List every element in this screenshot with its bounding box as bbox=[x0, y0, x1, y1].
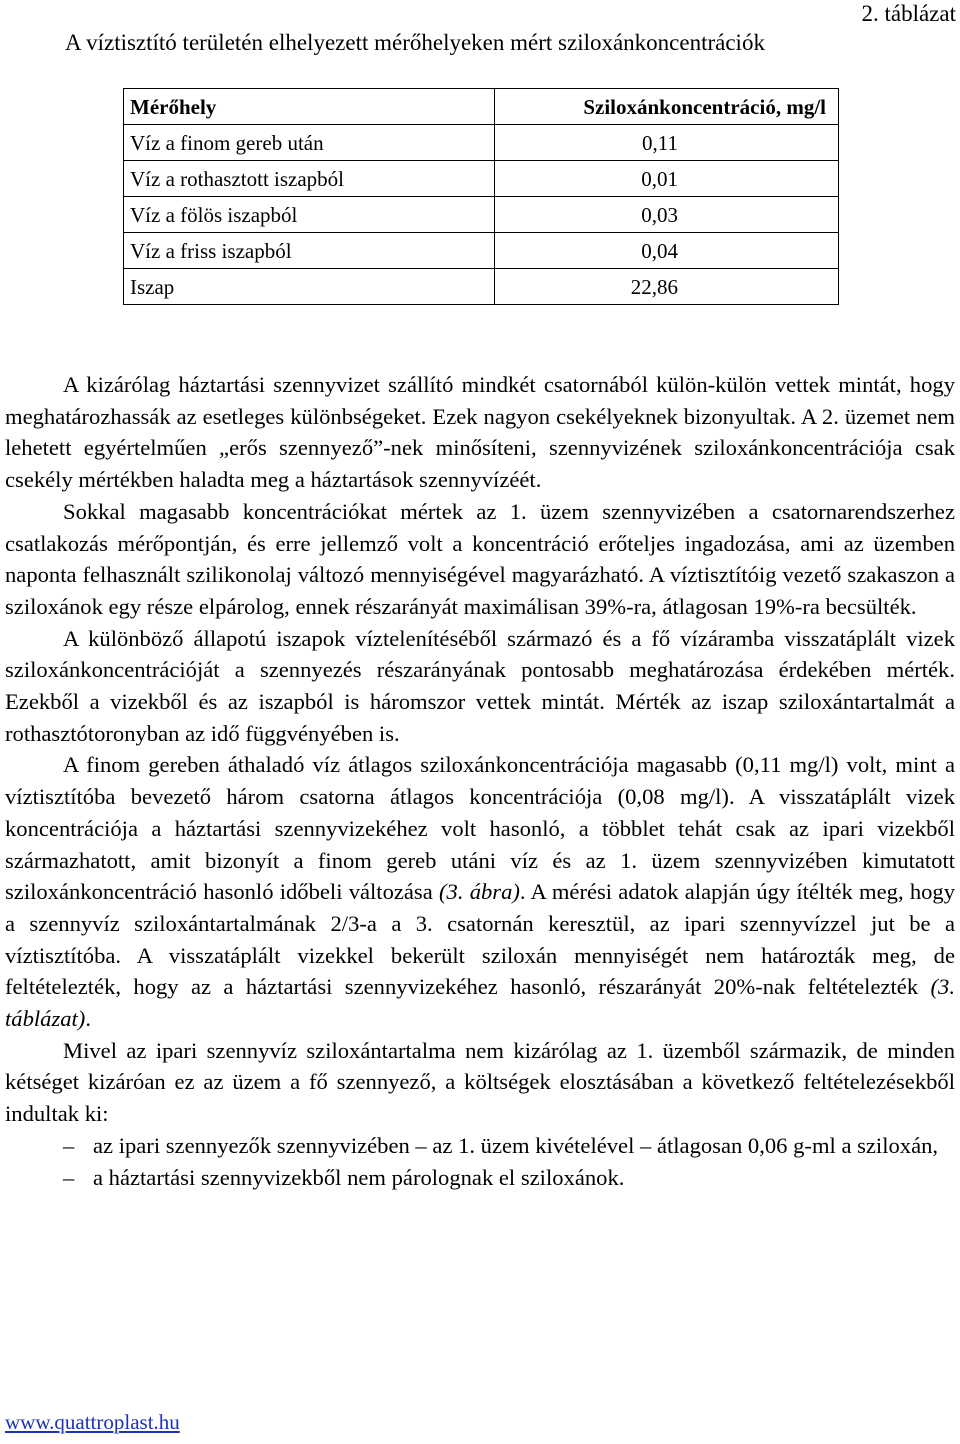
column-header-concentration: Sziloxánkoncentráció, mg/l bbox=[495, 89, 839, 125]
column-header-location: Mérőhely bbox=[124, 89, 495, 125]
table-cell-location: Víz a friss iszapból bbox=[124, 233, 495, 269]
assumption-list bbox=[5, 1130, 955, 1193]
paragraph-5: Mivel az ipari szennyvíz sziloxántartalma nem kizárólag az 1. üzemből származik, de minden kétséget kizáróan ez az üzem a fő szennyező, a költségek elosztásában a következő feltételezésekből indultak ki: bbox=[5, 1037, 955, 1127]
table-cell-location: Víz a finom gereb után bbox=[124, 125, 495, 161]
siloxane-table bbox=[123, 88, 839, 305]
list-item-text: az ipari szennyezők szennyvizében – az 1. üzem kivételével – átlagosan 0,06 g-ml a sziloxán, bbox=[93, 1132, 939, 1158]
paragraph-4-part-c: . bbox=[85, 1006, 91, 1032]
table-row bbox=[124, 233, 839, 269]
table-cell-value: 0,04 bbox=[495, 233, 839, 269]
table-cell-value: 22,86 bbox=[495, 269, 839, 305]
list-item bbox=[5, 1162, 955, 1194]
table-caption: A víztisztító területén elhelyezett mérőhelyeken mért sziloxánkoncentrációk bbox=[65, 30, 765, 55]
list-item-text: a háztartási szennyvizekből nem párolognak el sziloxánok. bbox=[93, 1164, 625, 1190]
table-cell-location: Víz a rothasztott iszapból bbox=[124, 161, 495, 197]
dash-bullet: – bbox=[63, 1164, 75, 1190]
body-text bbox=[5, 369, 955, 1193]
table-cell-value: 0,11 bbox=[495, 125, 839, 161]
paragraph-4-part-b: . A mérési adatok alapján úgy ítélték meg, hogy a szennyvíz sziloxántartalmának 2/3-a a 3. csatornán keresztül, az ipari szennyvízzel jut be a víztisztítóba. A visszatáplált vizekkel bekerült sziloxán mennyiségét nem határozták meg, de feltételezték, hogy az a háztartási szennyvizekéhez hasonló, részarányát 20%-nak feltételezték bbox=[5, 879, 956, 1000]
list-item bbox=[5, 1130, 955, 1162]
paragraph-4 bbox=[5, 749, 955, 1034]
table-header-row bbox=[124, 89, 839, 125]
table-row bbox=[124, 125, 839, 161]
figure-reference: (3. ábra) bbox=[439, 879, 520, 905]
table-reference: (3. táblázat) bbox=[5, 974, 955, 1032]
table-cell-location: Víz a fölös iszapból bbox=[124, 197, 495, 233]
table-row bbox=[124, 269, 839, 305]
table-cell-value: 0,01 bbox=[495, 161, 839, 197]
dash-bullet: – bbox=[63, 1132, 75, 1158]
table-number-label: 2. táblázat bbox=[861, 1, 956, 26]
website-link[interactable]: www.quattroplast.hu bbox=[5, 1410, 180, 1434]
paragraph-3: A különböző állapotú iszapok víztelenítéséből származó és a fő vízáramba visszatáplált vizek sziloxánkoncentrációját a szennyezés részarányának pontosabb meghatározása érdekében mérték. Ezekből a vizekből és az iszapból is háromszor vettek mintát. Mérték az iszap sziloxántartalmát a rothasztótoronyban az idő függvényében is. bbox=[5, 625, 955, 746]
table-row bbox=[124, 161, 839, 197]
table-cell-location: Iszap bbox=[124, 269, 495, 305]
table-cell-value: 0,03 bbox=[495, 197, 839, 233]
paragraph-1: A kizárólag háztartási szennyvizet szállító mindkét csatornából külön-külön vettek mintát, hogy meghatározhassák az esetleges különbségeket. Ezek nagyon csekélyeknek bizonyultak. A 2. üzemet nem lehetett egyértelműen „erős szennyező”-nek minősíteni, szennyvizének sziloxánkoncentrációja csak csekély mértékben haladta meg a háztartások szennyvízéét. bbox=[5, 372, 955, 493]
table-row bbox=[124, 197, 839, 233]
paragraph-2: Sokkal magasabb koncentrációkat mértek az 1. üzem szennyvizében a csatornarendszerhez csatlakozás mérőpontján, és erre jellemző volt a koncentráció erőteljes ingadozása, ami az üzemben naponta felhasznált szilikonolaj változó mennyiségével magyarázható. A víztisztítóig vezető szakaszon a sziloxánok egy része elpárolog, ennek részarányát maximálisan 39%-ra, átlagosan 19%-ra becsülték. bbox=[5, 498, 955, 619]
paragraph-4-part-a: A finom gereben áthaladó víz átlagos sziloxánkoncentrációja magasabb (0,11 mg/l) volt, mint a víztisztítóba bevezető három csatorna átlagos koncentrációja (0,08 mg/l). A visszatáplált vizek koncentrációja a háztartási szennyvizekéhez volt hasonló, a többlet tehát csak az ipari vizekből származhatott, amit bizonyít a finom gereb utáni víz és az 1. üzem szennyvizében kimutatott sziloxánkoncentráció hasonló időbeli változása bbox=[5, 752, 955, 905]
